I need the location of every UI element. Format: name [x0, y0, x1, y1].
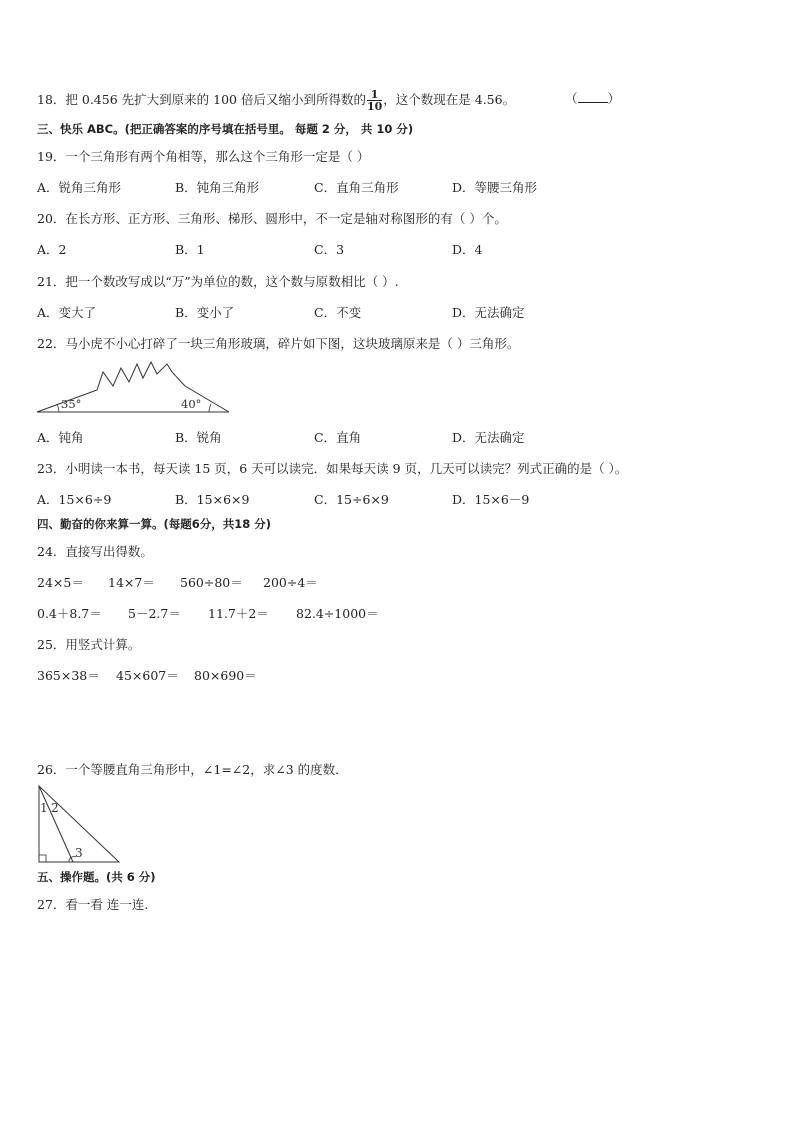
question-22-stem: 22．马小虎不小心打碎了一块三角形玻璃，碎片如下图，这块玻璃原来是（ ）三角形。 — [37, 336, 520, 351]
option-a[interactable]: A．2 — [37, 242, 67, 257]
right-triangle-figure — [37, 784, 123, 864]
section-4-title: 四、勤奋的你来算一算。(每题6分，共18 分) — [37, 517, 272, 531]
q18-answer-blank[interactable] — [565, 89, 620, 107]
bisector-line — [39, 786, 73, 862]
calc-item: 200÷4＝ — [263, 575, 318, 590]
calc-item: 11.7＋2＝ — [208, 606, 269, 621]
question-18 — [37, 89, 515, 112]
section-3-title: 三、快乐 ABC。(把正确答案的序号填在括号里。 每题 2 分， 共 10 分) — [37, 122, 414, 136]
angle-1-label: 1 — [40, 801, 48, 815]
angle-2-label: 2 — [51, 801, 59, 815]
option-c[interactable]: C．直角三角形 — [314, 180, 399, 195]
option-a[interactable]: A．锐角三角形 — [37, 180, 122, 195]
option-d[interactable]: D．无法确定 — [452, 430, 525, 445]
option-c[interactable]: C．3 — [314, 242, 345, 257]
calc-item: 80×690＝ — [194, 668, 257, 683]
question-23-stem: 23．小明读一本书，每天读 15 页，6 天可以读完．如果每天读 9 页，几天可以读完？列式正确的是（ ）。 — [37, 461, 628, 476]
question-21-stem: 21．把一个数改写成以“万”为单位的数，这个数与原数相比（ ）. — [37, 274, 399, 289]
calc-item: 45×607＝ — [116, 668, 179, 683]
angle-right-label: 40° — [181, 397, 202, 411]
calc-item: 0.4＋8.7＝ — [37, 606, 102, 621]
option-c[interactable]: C．不变 — [314, 305, 362, 320]
option-b[interactable]: B．钝角三角形 — [175, 180, 260, 195]
question-26-stem: 26．一个等腰直角三角形中，∠1=∠2，求∠3 的度数． — [37, 762, 348, 777]
calc-item: 24×5＝ — [37, 575, 84, 590]
q18-suffix: ，这个数现在是 4.56。 — [383, 92, 516, 107]
angle-left-label: 35° — [61, 397, 82, 411]
paren-open: （ — [565, 91, 578, 106]
section-5-title: 五、操作题。(共 6 分) — [37, 870, 156, 884]
question-24-stem: 24．直接写出得数。 — [37, 544, 153, 559]
option-d[interactable]: D．15×6－9 — [452, 492, 530, 507]
option-a[interactable]: A．钝角 — [37, 430, 84, 445]
paren-close: ） — [607, 91, 621, 106]
question-20-stem: 20．在长方形、正方形、三角形、梯形、圆形中，不一定是轴对称图形的有（ ）个。 — [37, 211, 507, 226]
option-d[interactable]: D．4 — [452, 242, 483, 257]
angle-arc-right — [209, 404, 211, 412]
option-b[interactable]: B．1 — [175, 242, 205, 257]
answer-line[interactable] — [578, 92, 608, 103]
angle-3-label: 3 — [75, 846, 83, 860]
calc-item: 5－2.7＝ — [128, 606, 181, 621]
option-c[interactable]: C．直角 — [314, 430, 362, 445]
calc-item: 14×7＝ — [108, 575, 155, 590]
option-a[interactable]: A．变大了 — [37, 305, 97, 320]
calc-item: 560÷80＝ — [180, 575, 243, 590]
fraction-denominator: 10 — [366, 100, 383, 113]
calc-item: 82.4÷1000＝ — [296, 606, 379, 621]
broken-glass-figure — [37, 360, 229, 416]
option-a[interactable]: A．15×6÷9 — [37, 492, 112, 507]
angle-arc-left — [57, 404, 59, 412]
option-b[interactable]: B．锐角 — [175, 430, 222, 445]
question-25-stem: 25．用竖式计算。 — [37, 637, 141, 652]
calc-item: 365×38＝ — [37, 668, 100, 683]
q18-prefix: 18．把 0.456 先扩大到原来的 100 倍后又缩小到所得数的 — [37, 92, 366, 107]
fraction-one-tenth — [367, 89, 382, 112]
fraction-numerator: 1 — [367, 89, 382, 101]
option-d[interactable]: D．无法确定 — [452, 305, 525, 320]
option-b[interactable]: B．15×6×9 — [175, 492, 250, 507]
question-27-stem: 27．看一看 连一连. — [37, 897, 149, 912]
option-c[interactable]: C．15÷6×9 — [314, 492, 389, 507]
option-b[interactable]: B．变小了 — [175, 305, 235, 320]
option-d[interactable]: D．等腰三角形 — [452, 180, 538, 195]
right-angle-mark — [39, 855, 46, 862]
question-19-stem: 19．一个三角形有两个角相等，那么这个三角形一定是（ ） — [37, 149, 370, 164]
